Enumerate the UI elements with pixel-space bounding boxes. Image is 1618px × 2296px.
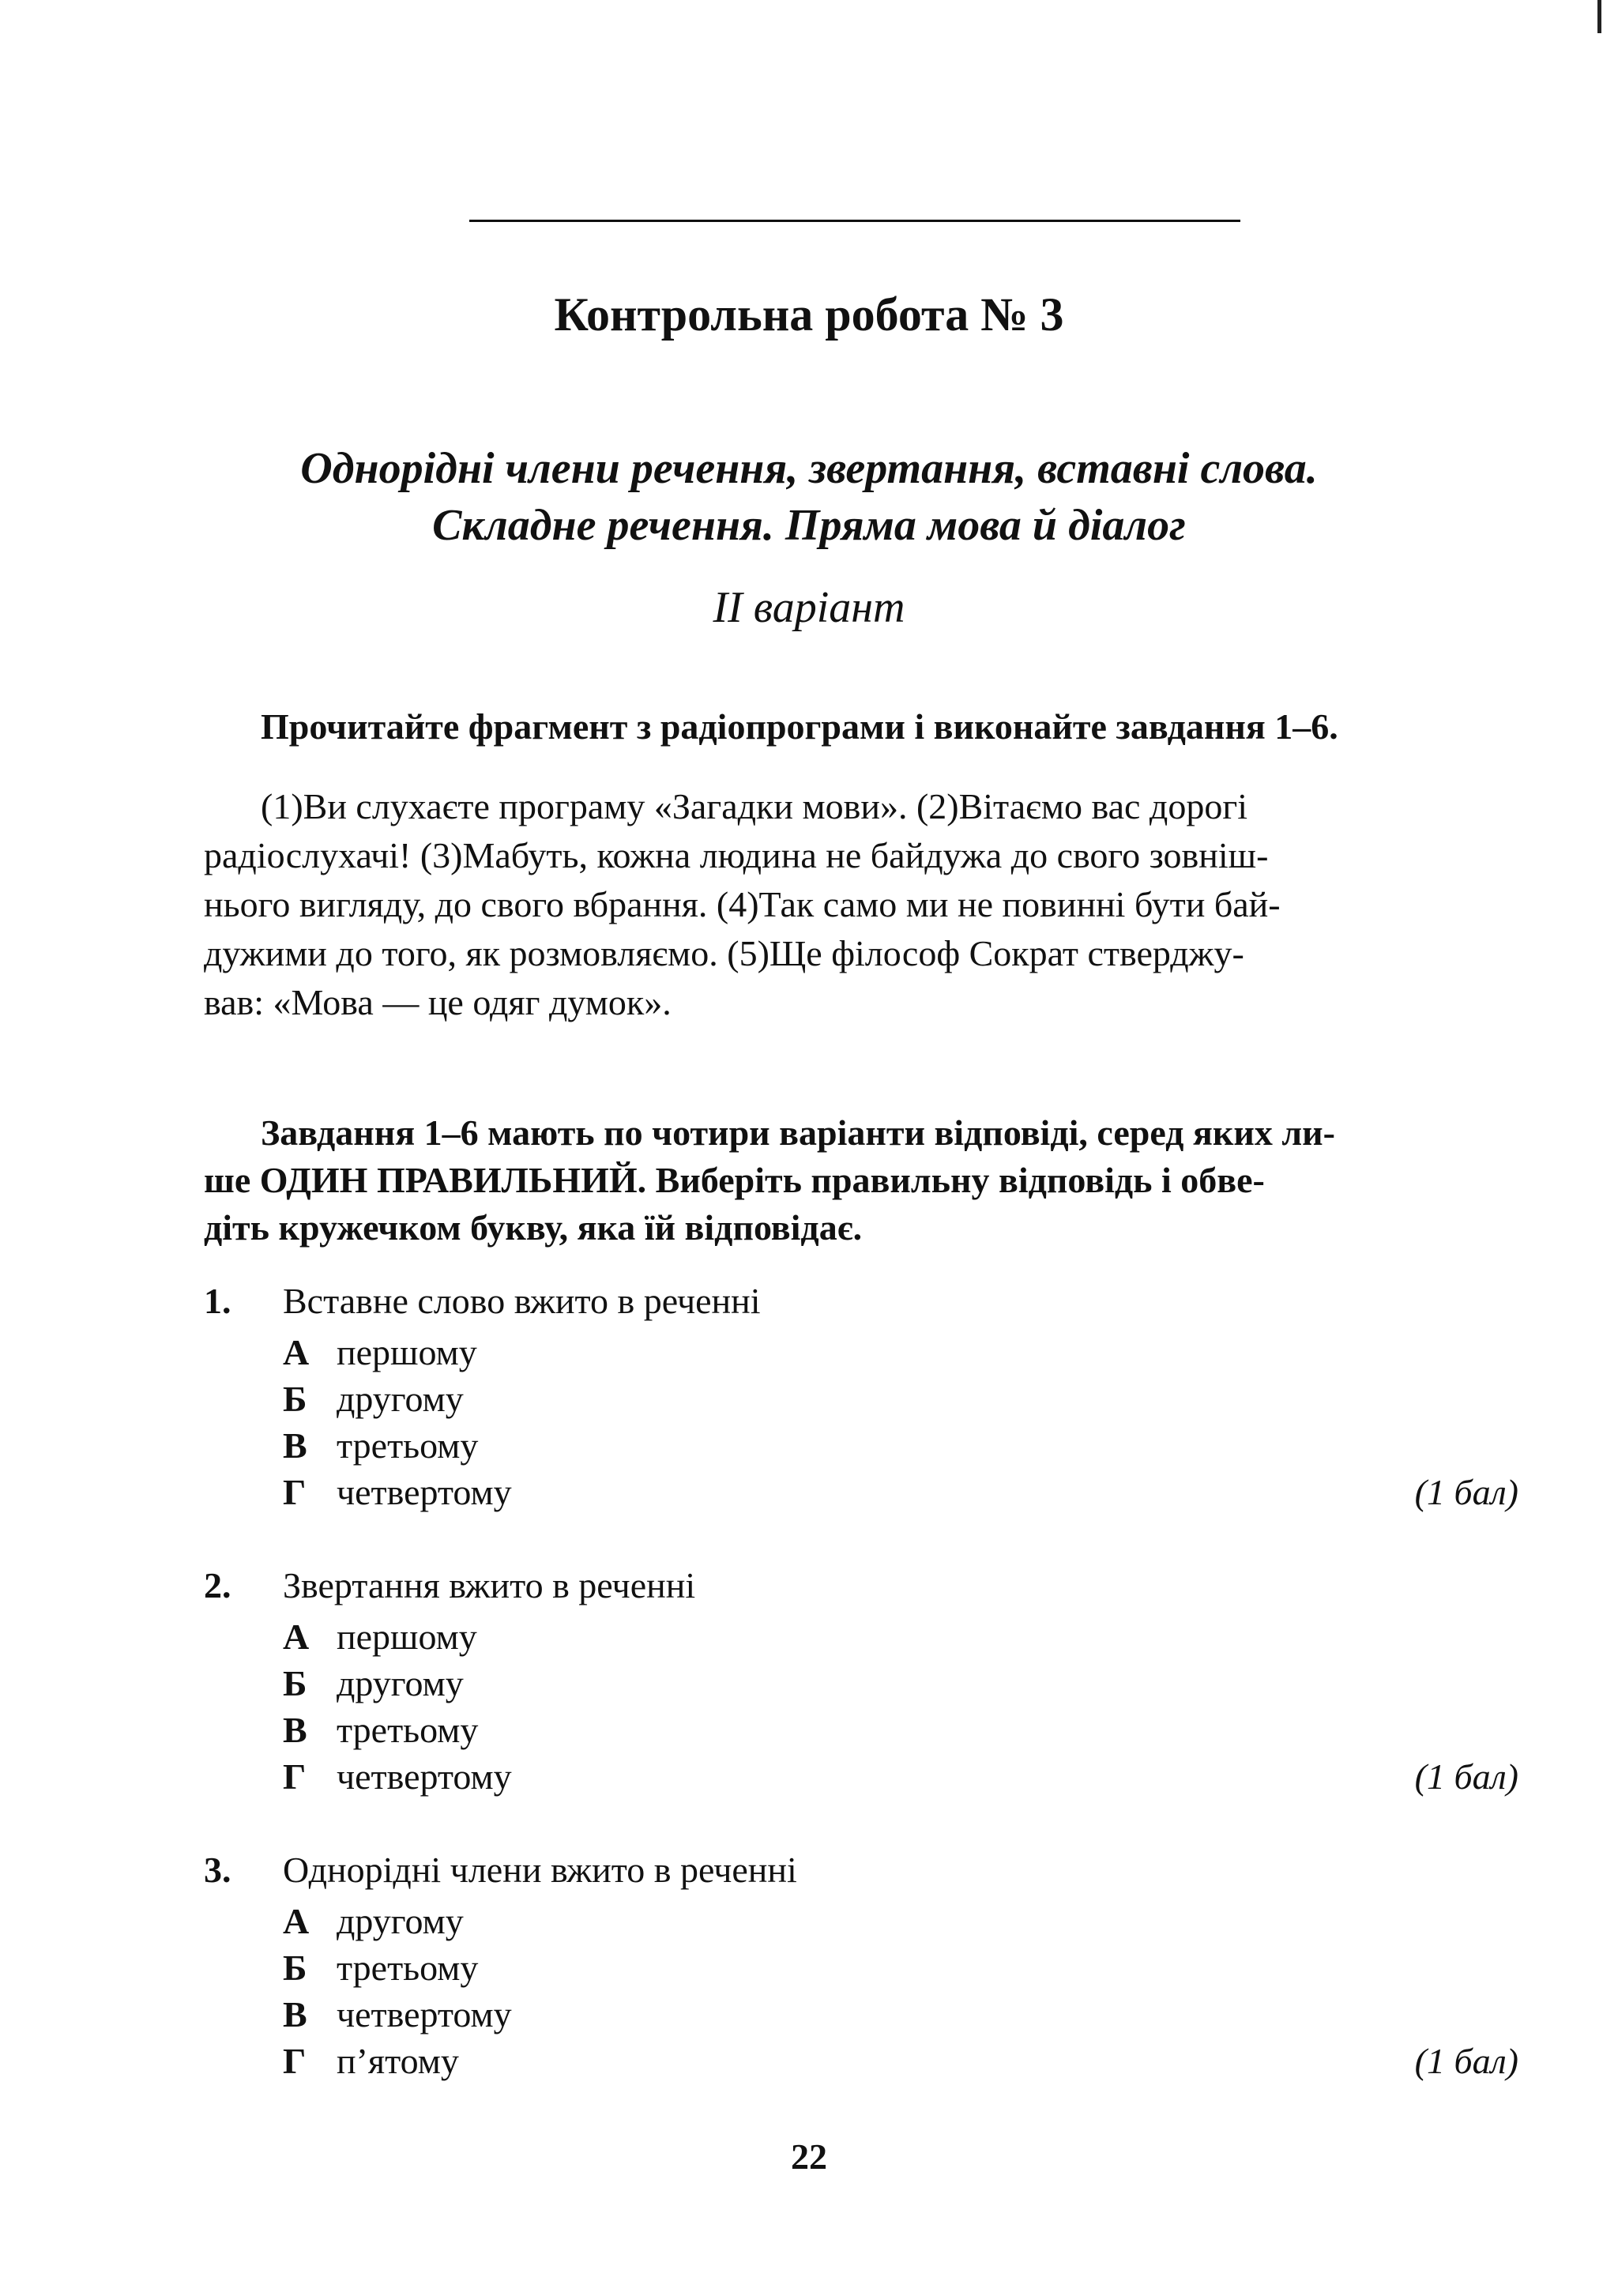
question-header bbox=[204, 1558, 1518, 1613]
option-text: другому bbox=[337, 1379, 464, 1419]
option-text: четвертому bbox=[337, 1756, 512, 1797]
option-text: четвертому bbox=[337, 1994, 512, 2034]
score-label: (1 бал) bbox=[1414, 1472, 1518, 1512]
answer-options bbox=[204, 1898, 1518, 2084]
question-text: Звертання вжито в реченні bbox=[283, 1565, 696, 1605]
tasks-instruction-line: Завдання 1–6 мають по чотири варіанти відповіді, серед яких ли- bbox=[261, 1112, 1335, 1153]
option-letter: В bbox=[283, 1425, 307, 1466]
tasks-instruction-line: діть кружечком букву, яка їй відповідає. bbox=[204, 1207, 863, 1248]
score-label: (1 бал) bbox=[1414, 2041, 1518, 2081]
tasks-instruction-line: ше ОДИН ПРАВИЛЬНИЙ. Виберіть правильну відповідь і обве- bbox=[204, 1160, 1265, 1200]
answer-option-a[interactable] bbox=[204, 1329, 1518, 1376]
top-divider-line bbox=[469, 220, 1240, 222]
question-1 bbox=[204, 1274, 1518, 1515]
question-text: Однорідні члени вжито в реченні bbox=[283, 1850, 797, 1890]
option-text: третьому bbox=[337, 1710, 479, 1750]
answer-option-h[interactable] bbox=[204, 1469, 1518, 1515]
option-letter: Г bbox=[283, 2041, 307, 2081]
answer-option-b[interactable] bbox=[204, 1376, 1518, 1422]
page-number: 22 bbox=[791, 2136, 827, 2177]
answer-option-b[interactable] bbox=[204, 1660, 1518, 1707]
answer-option-v[interactable] bbox=[204, 1422, 1518, 1469]
option-text: другому bbox=[337, 1663, 464, 1703]
option-text: третьому bbox=[337, 1425, 479, 1466]
option-text: п’ятому bbox=[337, 2041, 459, 2081]
tasks-instruction bbox=[204, 1109, 1518, 1252]
page-title: Контрольна робота № 3 bbox=[554, 288, 1064, 341]
answer-option-v[interactable] bbox=[204, 1991, 1518, 2038]
answer-option-h[interactable] bbox=[204, 1753, 1518, 1800]
option-letter: В bbox=[283, 1994, 307, 2034]
question-header bbox=[204, 1842, 1518, 1898]
subtitle-line-2: Складне речення. Пряма мова й діалог bbox=[432, 501, 1186, 550]
question-3 bbox=[204, 1842, 1518, 2084]
passage-text bbox=[204, 782, 1518, 1027]
answer-options bbox=[204, 1329, 1518, 1515]
scan-edge-mark bbox=[1597, 0, 1601, 33]
answer-options bbox=[204, 1613, 1518, 1800]
subtitle-line-1: Однорідні члени речення, звертання, вставні слова. bbox=[300, 444, 1318, 493]
option-letter: А bbox=[283, 1617, 310, 1657]
answer-option-v[interactable] bbox=[204, 1707, 1518, 1753]
passage-line: дужими до того, як розмовляємо. (5)Ще філософ Сократ стверджу- bbox=[204, 933, 1244, 973]
option-letter: Б bbox=[283, 1379, 307, 1419]
passage-line: радіослухачі! (3)Мабуть, кожна людина не байдужа до свого зовніш- bbox=[204, 835, 1269, 875]
question-text: Вставне слово вжито в реченні bbox=[283, 1281, 761, 1321]
question-number: 3. bbox=[204, 1850, 231, 1890]
option-letter: Б bbox=[283, 1663, 307, 1703]
answer-option-h[interactable] bbox=[204, 2038, 1518, 2084]
option-letter: Б bbox=[283, 1948, 307, 1988]
option-text: другому bbox=[337, 1901, 464, 1941]
option-text: четвертому bbox=[337, 1472, 512, 1512]
passage-line: нього вигляду, до свого вбрання. (4)Так само ми не повинні бути бай- bbox=[204, 884, 1281, 924]
option-letter: В bbox=[283, 1710, 307, 1750]
option-text: першому bbox=[337, 1617, 477, 1657]
option-text: третьому bbox=[337, 1948, 479, 1988]
option-letter: Г bbox=[283, 1472, 307, 1512]
question-2 bbox=[204, 1558, 1518, 1800]
variant-label: II варіант bbox=[713, 583, 905, 632]
option-letter: А bbox=[283, 1332, 310, 1372]
option-text: першому bbox=[337, 1332, 477, 1372]
score-label: (1 бал) bbox=[1414, 1756, 1518, 1797]
question-number: 1. bbox=[204, 1281, 231, 1321]
passage-line: вав: «Мова — це одяг думок». bbox=[204, 982, 672, 1022]
answer-option-a[interactable] bbox=[204, 1613, 1518, 1660]
reading-instruction: Прочитайте фрагмент з радіопрограми і виконайте завдання 1–6. bbox=[261, 706, 1338, 747]
answer-option-a[interactable] bbox=[204, 1898, 1518, 1944]
question-number: 2. bbox=[204, 1565, 231, 1605]
passage-line: (1)Ви слухаєте програму «Загадки мови». (2)Вітаємо вас дорогі bbox=[261, 786, 1247, 826]
option-letter: Г bbox=[283, 1756, 307, 1797]
answer-option-b[interactable] bbox=[204, 1944, 1518, 1991]
question-header bbox=[204, 1274, 1518, 1329]
option-letter: А bbox=[283, 1901, 310, 1941]
